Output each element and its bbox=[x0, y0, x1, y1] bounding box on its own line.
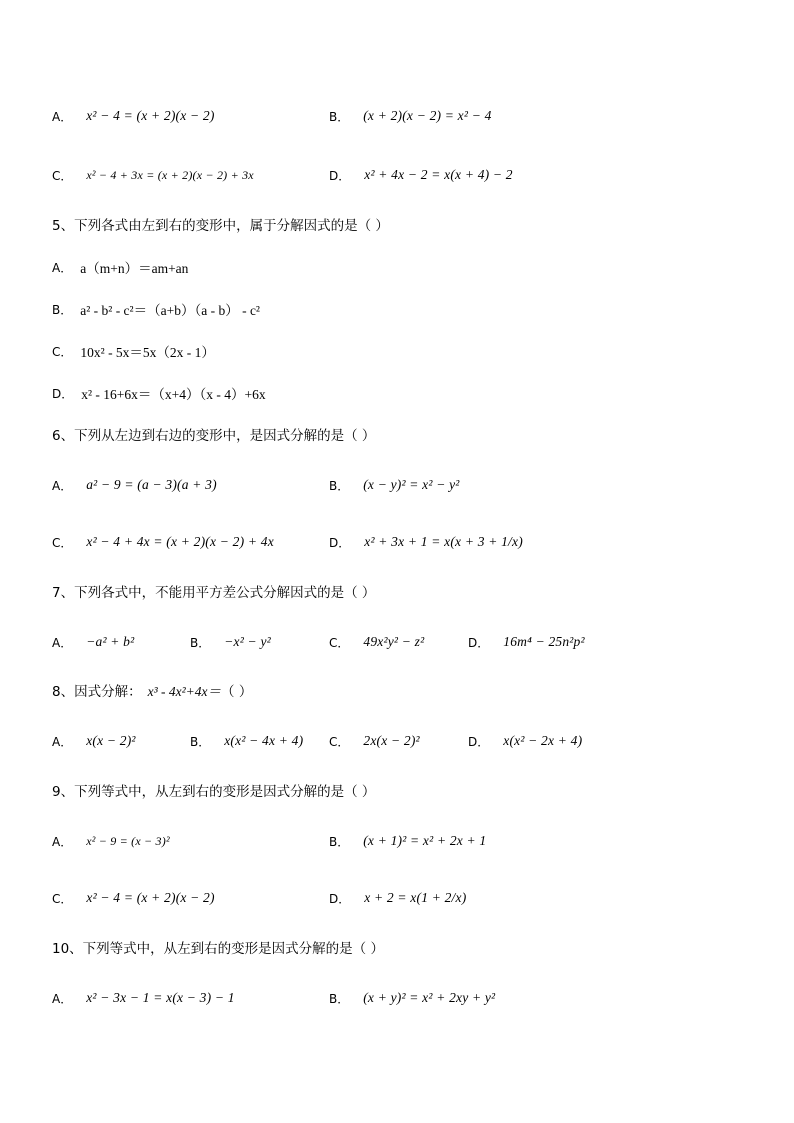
q4-option-c[interactable] bbox=[52, 167, 329, 184]
q7-option-c[interactable] bbox=[329, 634, 468, 651]
option-expression: −x² − y² bbox=[224, 634, 271, 649]
q9-options-row-1 bbox=[52, 826, 486, 856]
q5-option-c[interactable] bbox=[52, 338, 215, 364]
q8-option-b[interactable] bbox=[190, 733, 329, 750]
option-expression: (x + 1)² = x² + 2x + 1 bbox=[363, 833, 487, 848]
option-expression: 49x²y² − z² bbox=[363, 634, 425, 649]
q8-stem-text: 8、因式分解： bbox=[52, 684, 142, 700]
option-expression: a² - b² - c²＝（a+b）（a - b） - c² bbox=[80, 303, 260, 318]
q6-option-a[interactable] bbox=[52, 477, 329, 494]
option-expression: 10x² - 5x＝5x（2x - 1） bbox=[80, 345, 215, 360]
q8-option-a[interactable] bbox=[52, 733, 190, 750]
q9-options-row-2 bbox=[52, 883, 466, 913]
q4-option-b[interactable] bbox=[329, 108, 492, 125]
option-expression: 2x(x − 2)² bbox=[363, 733, 420, 748]
option-label: B． bbox=[329, 991, 350, 1006]
q9-option-a[interactable] bbox=[52, 833, 329, 850]
option-label: B． bbox=[190, 635, 211, 650]
option-label: B． bbox=[329, 478, 350, 493]
option-label: A． bbox=[52, 734, 73, 749]
q8-options-row bbox=[52, 726, 582, 756]
option-expression: x(x² − 2x + 4) bbox=[503, 733, 583, 748]
option-label: C． bbox=[52, 168, 73, 183]
q10-options-row-1 bbox=[52, 983, 495, 1013]
q10-option-b[interactable] bbox=[329, 990, 495, 1007]
q6-options-row-2 bbox=[52, 527, 523, 557]
option-expression: x² − 3x − 1 = x(x − 3) − 1 bbox=[86, 990, 235, 1005]
q6-options-row-1 bbox=[52, 470, 460, 500]
q10-option-a[interactable] bbox=[52, 990, 329, 1007]
option-expression: x(x² − 4x + 4) bbox=[224, 733, 304, 748]
option-expression: (x + y)² = x² + 2xy + y² bbox=[363, 990, 496, 1005]
q4-options-row-1 bbox=[52, 101, 492, 131]
option-expression: x² + 3x + 1 = x(x + 3 + 1/x) bbox=[364, 534, 523, 549]
q9-option-d[interactable] bbox=[329, 890, 466, 907]
option-label: B． bbox=[52, 302, 73, 317]
option-label: C． bbox=[329, 734, 350, 749]
option-expression: (x + 2)(x − 2) = x² − 4 bbox=[363, 108, 492, 123]
option-label: D． bbox=[52, 386, 74, 401]
q7-stem: 7、下列各式中，不能用平方差公式分解因式的是（ ） bbox=[52, 585, 376, 601]
option-label: C． bbox=[52, 344, 73, 359]
q5-option-b[interactable] bbox=[52, 296, 260, 322]
option-label: B． bbox=[329, 109, 350, 124]
option-expression: −a² + b² bbox=[86, 634, 135, 649]
q9-stem: 9、下列等式中，从左到右的变形是因式分解的是（ ） bbox=[52, 784, 376, 800]
option-label: D． bbox=[329, 168, 351, 183]
q4-option-a[interactable] bbox=[52, 108, 329, 125]
q10-stem: 10、下列等式中，从左到右的变形是因式分解的是（ ） bbox=[52, 941, 384, 957]
option-label: A． bbox=[52, 109, 73, 124]
q7-option-d[interactable] bbox=[468, 634, 585, 651]
q5-option-d[interactable] bbox=[52, 380, 266, 406]
option-expression: x² − 4 = (x + 2)(x − 2) bbox=[86, 108, 215, 123]
option-expression: a（m+n）＝am+an bbox=[80, 261, 189, 276]
option-label: D． bbox=[329, 891, 351, 906]
option-label: B． bbox=[190, 734, 211, 749]
option-label: A． bbox=[52, 478, 73, 493]
q4-options-row-2 bbox=[52, 160, 513, 190]
q9-option-b[interactable] bbox=[329, 833, 486, 850]
q8-option-c[interactable] bbox=[329, 733, 468, 750]
option-label: D． bbox=[468, 635, 490, 650]
q8-option-d[interactable] bbox=[468, 733, 582, 750]
q6-option-b[interactable] bbox=[329, 477, 460, 494]
q7-option-b[interactable] bbox=[190, 634, 329, 651]
q8-stem-expression: x³ - 4x²+4x＝ bbox=[147, 684, 222, 699]
option-expression: (x − y)² = x² − y² bbox=[363, 477, 460, 492]
q4-option-d[interactable] bbox=[329, 167, 513, 184]
option-label: C． bbox=[52, 891, 73, 906]
q8-stem bbox=[52, 677, 252, 703]
q5-stem: 5、下列各式由左到右的变形中，属于分解因式的是（ ） bbox=[52, 218, 389, 234]
option-expression: 16m⁴ − 25n²p² bbox=[503, 634, 585, 649]
option-expression: x² − 4 = (x + 2)(x − 2) bbox=[86, 890, 215, 905]
option-label: A． bbox=[52, 260, 73, 275]
option-expression: x² − 4 + 4x = (x + 2)(x − 2) + 4x bbox=[86, 534, 274, 549]
q6-option-d[interactable] bbox=[329, 534, 523, 551]
option-expression: x + 2 = x(1 + 2/x) bbox=[364, 890, 467, 905]
option-label: D． bbox=[468, 734, 490, 749]
option-expression: a² − 9 = (a − 3)(a + 3) bbox=[86, 477, 217, 492]
option-expression: x² - 16+6x＝（x+4）（x - 4）+6x bbox=[81, 387, 266, 402]
q6-stem: 6、下列从左边到右边的变形中，是因式分解的是（ ） bbox=[52, 428, 376, 444]
option-label: A． bbox=[52, 991, 73, 1006]
option-label: D． bbox=[329, 535, 351, 550]
option-label: A． bbox=[52, 834, 73, 849]
option-label: C． bbox=[52, 535, 73, 550]
option-expression: x² − 4 + 3x = (x + 2)(x − 2) + 3x bbox=[86, 167, 254, 182]
q7-option-a[interactable] bbox=[52, 634, 190, 651]
q6-option-c[interactable] bbox=[52, 534, 329, 551]
option-label: B． bbox=[329, 834, 350, 849]
option-expression: x² + 4x − 2 = x(x + 4) − 2 bbox=[364, 167, 513, 182]
option-label: A． bbox=[52, 635, 73, 650]
option-expression: x² − 9 = (x − 3)² bbox=[86, 833, 170, 848]
q5-option-a[interactable] bbox=[52, 254, 188, 280]
option-expression: x(x − 2)² bbox=[86, 733, 136, 748]
q7-options-row bbox=[52, 627, 585, 657]
q9-option-c[interactable] bbox=[52, 890, 329, 907]
option-label: C． bbox=[329, 635, 350, 650]
q8-stem-blank: （ ） bbox=[221, 684, 253, 700]
